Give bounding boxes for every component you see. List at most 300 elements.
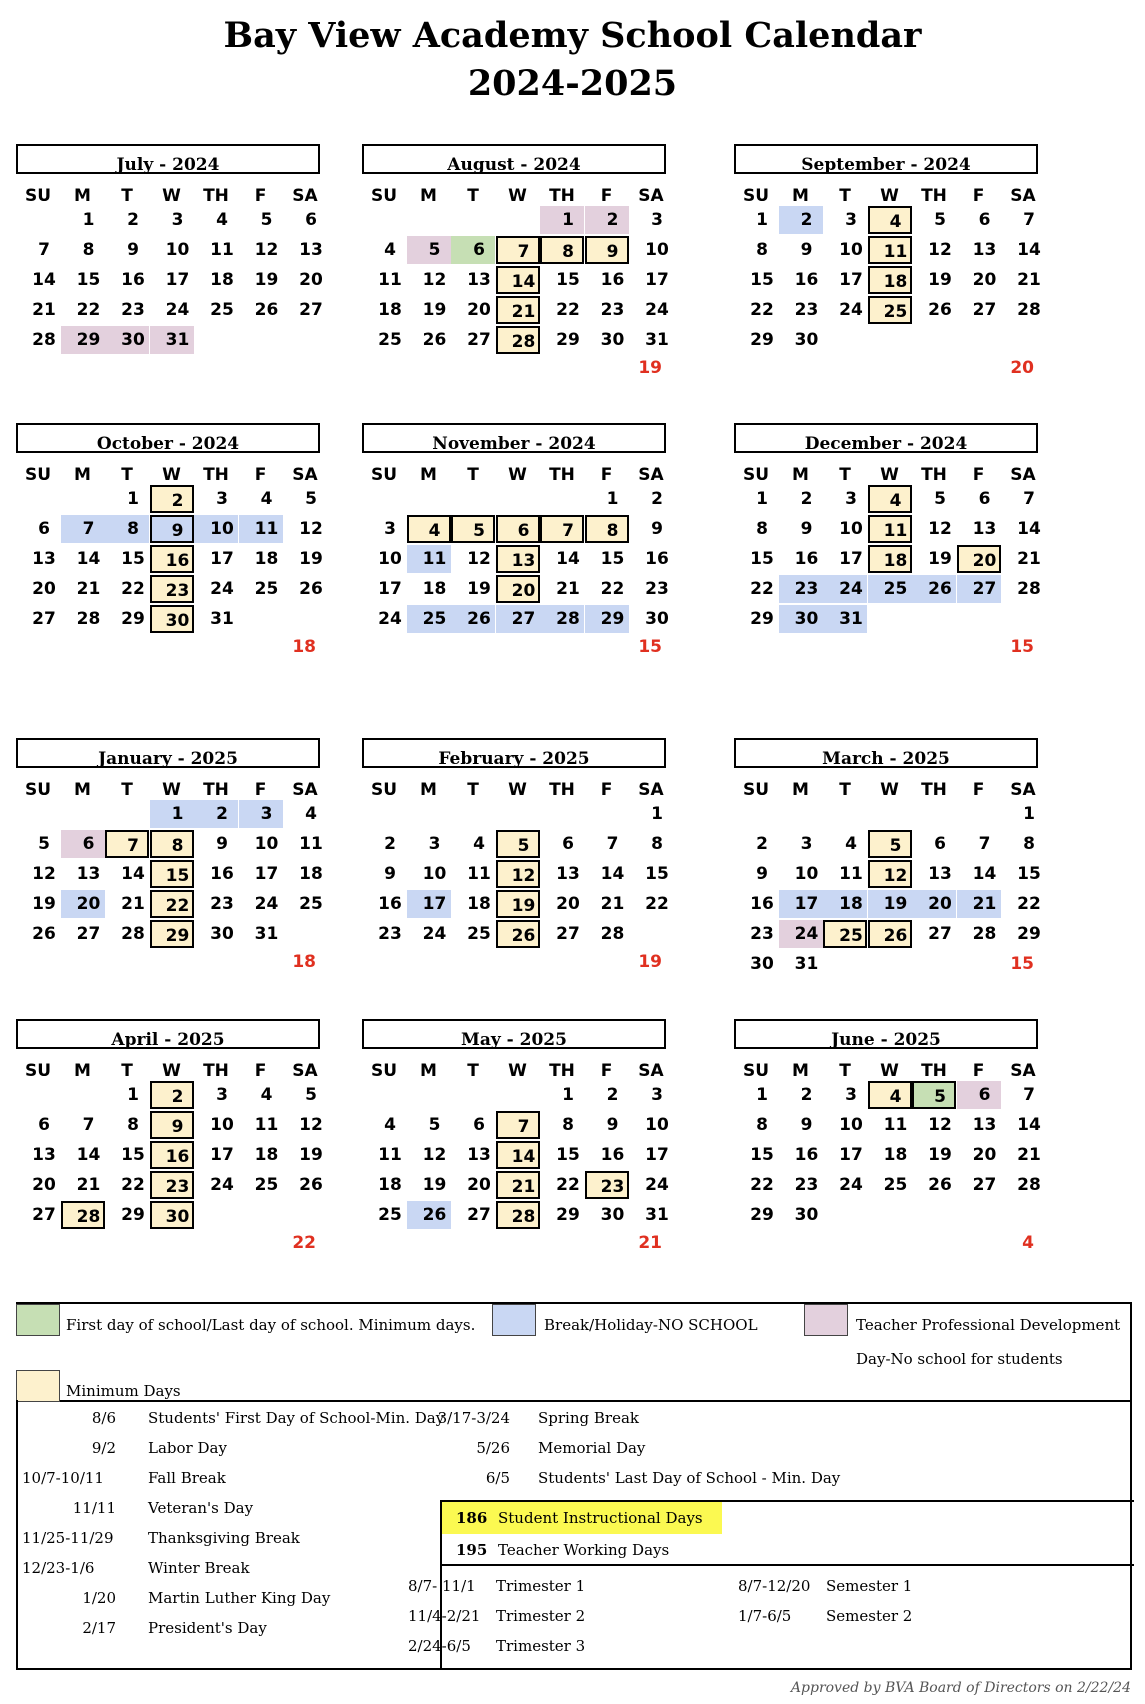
day-cell: 16 [210, 864, 234, 884]
weekday-label: SA [1010, 186, 1036, 206]
weekday-label: F [600, 780, 613, 800]
trimester-date: 11/4-2/21 [408, 1607, 481, 1625]
weekday-label: SA [638, 186, 664, 206]
day-cell: 12 [254, 240, 279, 260]
weekday-label: SU [742, 780, 770, 800]
weekday-label: T [121, 465, 133, 485]
trimester-label: Trimester 3 [496, 1637, 586, 1655]
semester-date: 8/7-12/20 [738, 1577, 811, 1595]
weekday-label: M [74, 780, 91, 800]
day-cell: 28 [972, 924, 997, 944]
instructional-label: Student Instructional Days [498, 1509, 703, 1527]
day-cell: 20 [61, 890, 105, 918]
day-cell: 23 [585, 1171, 629, 1199]
day-cell: 9 [800, 519, 813, 539]
day-cell: 24 [779, 920, 823, 948]
day-cell: 8 [82, 240, 95, 260]
day-cell: 12 [422, 1145, 447, 1165]
day-cell: 13 [496, 545, 540, 573]
legend [16, 1302, 1132, 1402]
day-cell: 13 [467, 1145, 491, 1165]
day-cell: 27 [32, 1205, 56, 1225]
day-cell: 13 [467, 270, 491, 290]
weekday-label: F [972, 780, 985, 800]
event-date: 5/26 [476, 1439, 510, 1457]
day-cell: 13 [972, 240, 997, 260]
day-cell: 27 [467, 330, 491, 350]
day-cell: 17 [210, 549, 234, 569]
day-cell: 14 [76, 1145, 101, 1165]
day-cell: 4 [216, 210, 228, 230]
weekday-label: TH [203, 1061, 229, 1081]
day-cell: 24 [378, 609, 402, 629]
day-cell: 11 [210, 240, 234, 260]
day-cell: 19 [868, 890, 912, 918]
legend-first-last: First day of school/Last day of school. Minimum days. [66, 1316, 476, 1334]
weekday-label: SU [742, 1061, 770, 1081]
day-cell: 25 [210, 300, 234, 320]
day-cell: 8 [651, 834, 663, 854]
day-cell: 2 [384, 834, 396, 854]
day-cell: 26 [422, 330, 447, 350]
day-cell: 9 [384, 864, 396, 884]
day-cell: 29 [750, 330, 774, 350]
day-cell: 8 [540, 236, 584, 264]
day-cell: 26 [928, 300, 952, 320]
day-cell: 8 [1023, 834, 1035, 854]
day-cell: 9 [150, 1111, 194, 1139]
day-cell: 17 [839, 549, 863, 569]
month-header: November - 2024 [362, 423, 666, 453]
month-header: July - 2024 [16, 144, 320, 174]
day-cell: 31 [823, 605, 867, 633]
day-cell: 22 [121, 579, 145, 599]
day-cell: 1 [1023, 804, 1035, 824]
day-cell: 12 [467, 549, 491, 569]
weekday-label: M [74, 186, 91, 206]
day-cell: 18 [299, 864, 323, 884]
day-cell: 16 [150, 1141, 194, 1169]
day-cell: 3 [800, 834, 813, 854]
day-cell: 1 [82, 210, 95, 230]
day-cell: 6 [978, 210, 991, 230]
weekday-label: W [880, 465, 899, 485]
approval-note: Approved by BVA Board of Directors on 2/22/24 [790, 1680, 1131, 1696]
day-cell: 7 [1023, 210, 1035, 230]
day-cell: 31 [794, 954, 819, 974]
weekday-label: M [420, 186, 437, 206]
day-cell: 6 [61, 830, 105, 858]
day-cell: 11 [839, 864, 863, 884]
day-cell: 25 [467, 924, 491, 944]
day-cell: 27 [972, 300, 997, 320]
day-cell: 12 [868, 860, 912, 888]
day-cell: 31 [150, 326, 194, 354]
day-cell: 28 [1017, 300, 1041, 320]
day-cell: 6 [451, 236, 495, 264]
day-cell: 24 [839, 1175, 863, 1195]
trimester-label: Trimester 1 [496, 1577, 586, 1595]
day-cell: 12 [928, 1115, 952, 1135]
day-cell: 23 [210, 894, 234, 914]
day-cell: 14 [600, 864, 625, 884]
day-cell: 16 [150, 545, 194, 573]
day-cell: 11 [868, 515, 912, 543]
day-cell: 19 [467, 579, 491, 599]
day-cell: 29 [750, 1205, 774, 1225]
month-header: August - 2024 [362, 144, 666, 174]
day-cell: 21 [76, 579, 101, 599]
day-cell: 12 [422, 270, 447, 290]
day-cell: 17 [378, 579, 402, 599]
weekday-label: T [467, 465, 479, 485]
weekday-label: SA [292, 1061, 318, 1081]
month-7 [360, 738, 718, 988]
day-cell: 24 [823, 575, 867, 603]
day-cell: 11 [378, 270, 402, 290]
key-dates [16, 1400, 1132, 1670]
day-cell: 4 [305, 804, 317, 824]
month-1 [360, 144, 718, 394]
month-header: February - 2025 [362, 738, 666, 768]
day-cell: 18 [868, 545, 912, 573]
day-cell: 12 [928, 519, 952, 539]
day-cell: 10 [839, 519, 863, 539]
day-cell: 27 [928, 924, 952, 944]
weekday-label: SA [638, 1061, 664, 1081]
weekday-label: SU [370, 465, 398, 485]
day-cell: 7 [82, 1115, 95, 1135]
event-label: Students' First Day of School-Min. Day [148, 1409, 445, 1427]
weekday-label: TH [203, 465, 229, 485]
weekday-label: TH [549, 780, 575, 800]
day-cell: 29 [556, 1205, 580, 1225]
legend-swatch-minimum [16, 1370, 60, 1402]
day-cell: 18 [210, 270, 234, 290]
day-cell: 27 [76, 924, 101, 944]
day-cell: 12 [496, 860, 540, 888]
day-cell: 29 [61, 326, 105, 354]
day-cell: 11 [407, 545, 451, 573]
day-cell: 9 [756, 864, 768, 884]
day-cell: 5 [260, 210, 273, 230]
day-cell: 23 [645, 579, 669, 599]
day-cell: 3 [216, 489, 228, 509]
day-cell: 21 [1017, 549, 1041, 569]
trimester-date: 2/24-6/5 [408, 1637, 471, 1655]
day-cell: 2 [800, 489, 813, 509]
day-cell: 29 [556, 330, 580, 350]
day-cell: 16 [600, 270, 625, 290]
day-cell: 22 [750, 579, 774, 599]
day-cell: 27 [32, 609, 56, 629]
day-cell: 25 [823, 920, 867, 948]
day-cell: 5 [934, 210, 946, 230]
day-cell: 12 [32, 864, 56, 884]
day-cell: 30 [600, 330, 625, 350]
semester-label: Semester 1 [826, 1577, 913, 1595]
day-cell: 11 [299, 834, 323, 854]
day-cell: 27 [957, 575, 1001, 603]
day-cell: 10 [839, 1115, 863, 1135]
month-10 [360, 1019, 718, 1269]
day-cell: 10 [210, 1115, 234, 1135]
day-cell: 18 [378, 300, 402, 320]
day-cell: 23 [779, 575, 823, 603]
day-cell: 18 [868, 266, 912, 294]
day-cell: 1 [127, 1085, 139, 1105]
day-cell: 6 [305, 210, 317, 230]
weekday-label: W [508, 186, 527, 206]
day-cell: 4 [845, 834, 857, 854]
day-cell: 5 [934, 489, 946, 509]
day-cell: 18 [823, 890, 867, 918]
month-11 [732, 1019, 1090, 1269]
weekday-label: SU [742, 186, 770, 206]
day-cell: 31 [645, 330, 669, 350]
event-date: 1/20 [82, 1589, 116, 1607]
day-cell: 9 [651, 519, 663, 539]
day-cell: 4 [260, 1085, 273, 1105]
month-day-total: 19 [638, 952, 662, 972]
day-cell: 25 [378, 1205, 402, 1225]
day-cell: 22 [1017, 894, 1041, 914]
event-label: Labor Day [148, 1439, 227, 1457]
weekday-label: T [467, 1061, 479, 1081]
weekday-label: M [792, 465, 809, 485]
month-5 [732, 423, 1090, 673]
weekday-label: T [839, 465, 851, 485]
day-cell: 30 [645, 609, 669, 629]
day-cell: 16 [600, 1145, 625, 1165]
event-label: Martin Luther King Day [148, 1589, 331, 1607]
day-cell: 9 [585, 236, 629, 264]
month-4 [360, 423, 718, 673]
day-cell: 26 [928, 1175, 952, 1195]
day-cell: 5 [305, 489, 317, 509]
legend-pd-line1: Teacher Professional Development [856, 1316, 1121, 1334]
day-cell: 21 [32, 300, 56, 320]
day-cell: 11 [467, 864, 491, 884]
day-cell: 20 [467, 1175, 491, 1195]
day-cell: 9 [800, 1115, 813, 1135]
legend-swatch-pd [804, 1304, 848, 1336]
day-cell: 23 [150, 575, 194, 603]
day-cell: 26 [299, 1175, 323, 1195]
day-cell: 19 [422, 300, 447, 320]
day-cell: 30 [150, 1201, 194, 1229]
days-summary [440, 1500, 1134, 1566]
month-day-total: 18 [292, 637, 316, 657]
weekday-label: TH [921, 186, 947, 206]
day-cell: 30 [150, 605, 194, 633]
day-cell: 2 [606, 1085, 619, 1105]
month-day-total: 15 [1010, 637, 1034, 657]
day-cell: 9 [127, 240, 139, 260]
day-cell: 19 [496, 890, 540, 918]
day-cell: 29 [121, 609, 145, 629]
day-cell: 27 [556, 924, 580, 944]
day-cell: 23 [600, 300, 625, 320]
weekday-label: SA [1010, 465, 1036, 485]
day-cell: 5 [407, 236, 451, 264]
day-cell: 10 [794, 864, 819, 884]
day-cell: 20 [912, 890, 956, 918]
day-cell: 14 [496, 1141, 540, 1169]
day-cell: 30 [779, 605, 823, 633]
weekday-label: F [254, 186, 267, 206]
day-cell: 15 [1017, 864, 1041, 884]
day-cell: 21 [121, 894, 145, 914]
month-day-total: 21 [638, 1233, 662, 1253]
day-cell: 19 [299, 1145, 323, 1165]
day-cell: 22 [600, 579, 625, 599]
day-cell: 20 [972, 1145, 997, 1165]
weekday-label: SA [292, 186, 318, 206]
month-0 [14, 144, 372, 394]
weekday-label: TH [921, 465, 947, 485]
day-cell: 21 [496, 1171, 540, 1199]
day-cell: 21 [957, 890, 1001, 918]
weekday-label: W [162, 465, 181, 485]
weekday-label: F [600, 1061, 613, 1081]
working-count: 195 [456, 1541, 488, 1559]
day-cell: 30 [210, 924, 234, 944]
event-label: Spring Break [538, 1409, 639, 1427]
weekday-label: TH [549, 465, 575, 485]
day-cell: 21 [1017, 270, 1041, 290]
day-cell: 14 [121, 864, 145, 884]
weekday-label: SU [370, 1061, 398, 1081]
month-header: June - 2025 [734, 1019, 1038, 1049]
day-cell: 6 [473, 1115, 485, 1135]
month-header: March - 2025 [734, 738, 1038, 768]
weekday-label: W [508, 465, 527, 485]
day-cell: 17 [407, 890, 451, 918]
event-date: 6/5 [485, 1469, 510, 1487]
weekday-label: M [420, 465, 437, 485]
day-cell: 2 [127, 210, 139, 230]
day-cell: 4 [868, 206, 912, 234]
day-cell: 3 [216, 1085, 228, 1105]
weekday-label: M [420, 1061, 437, 1081]
day-cell: 26 [496, 920, 540, 948]
event-date: 2/17 [82, 1619, 116, 1637]
day-cell: 11 [254, 1115, 279, 1135]
event-label: Memorial Day [538, 1439, 646, 1457]
day-cell: 11 [378, 1145, 402, 1165]
day-cell: 15 [150, 860, 194, 888]
weekday-label: W [508, 780, 527, 800]
day-cell: 21 [556, 579, 580, 599]
day-cell: 23 [794, 1175, 819, 1195]
month-2 [732, 144, 1090, 394]
weekday-label: TH [203, 186, 229, 206]
day-cell: 21 [76, 1175, 101, 1195]
event-date: 9/2 [91, 1439, 116, 1457]
day-cell: 19 [32, 894, 56, 914]
day-cell: 31 [210, 609, 234, 629]
weekday-label: SU [742, 465, 770, 485]
day-cell: 22 [556, 300, 580, 320]
day-cell: 3 [845, 489, 857, 509]
day-cell: 15 [556, 270, 580, 290]
day-cell: 17 [645, 270, 669, 290]
day-cell: 20 [556, 894, 580, 914]
weekday-label: M [792, 1061, 809, 1081]
day-cell: 10 [254, 834, 279, 854]
month-header: October - 2024 [16, 423, 320, 453]
day-cell: 25 [883, 1175, 908, 1195]
month-8 [732, 738, 1090, 988]
weekday-label: SU [24, 186, 52, 206]
weekday-label: T [121, 1061, 133, 1081]
day-cell: 28 [1017, 579, 1041, 599]
day-cell: 14 [972, 864, 997, 884]
event-label: Veteran's Day [148, 1499, 254, 1517]
day-cell: 15 [556, 1145, 580, 1165]
day-cell: 1 [540, 206, 584, 234]
event-label: Fall Break [148, 1469, 226, 1487]
day-cell: 8 [562, 1115, 574, 1135]
day-cell: 27 [467, 1205, 491, 1225]
day-cell: 6 [38, 1115, 50, 1135]
day-cell: 17 [210, 1145, 234, 1165]
weekday-label: F [972, 465, 985, 485]
day-cell: 9 [606, 1115, 619, 1135]
day-cell: 21 [600, 894, 625, 914]
weekday-label: SA [1010, 780, 1036, 800]
day-cell: 20 [496, 575, 540, 603]
day-cell: 15 [750, 549, 774, 569]
event-date: 8/6 [91, 1409, 116, 1427]
page-subtitle: 2024-2025 [467, 63, 678, 104]
day-cell: 4 [384, 1115, 396, 1135]
day-cell: 7 [1023, 1085, 1035, 1105]
day-cell: 25 [868, 575, 912, 603]
day-cell: 28 [61, 1201, 105, 1229]
day-cell: 28 [496, 326, 540, 354]
weekday-label: M [792, 186, 809, 206]
day-cell: 1 [606, 489, 619, 509]
month-header: May - 2025 [362, 1019, 666, 1049]
day-cell: 22 [750, 300, 774, 320]
day-cell: 13 [928, 864, 952, 884]
trimester-label: Trimester 2 [496, 1607, 586, 1625]
month-3 [14, 423, 372, 673]
day-cell: 13 [76, 864, 101, 884]
day-cell: 10 [645, 240, 669, 260]
day-cell: 7 [105, 830, 149, 858]
day-cell: 13 [972, 1115, 997, 1135]
day-cell: 20 [972, 270, 997, 290]
day-cell: 6 [562, 834, 574, 854]
day-cell: 15 [76, 270, 101, 290]
weekday-label: T [839, 1061, 851, 1081]
month-6 [14, 738, 372, 988]
day-cell: 6 [934, 834, 946, 854]
day-cell: 3 [845, 210, 857, 230]
day-cell: 22 [556, 1175, 580, 1195]
day-cell: 13 [972, 519, 997, 539]
weekday-label: T [467, 780, 479, 800]
day-cell: 3 [428, 834, 441, 854]
day-cell: 4 [407, 515, 451, 543]
day-cell: 9 [216, 834, 228, 854]
day-cell: 16 [750, 894, 774, 914]
month-header: December - 2024 [734, 423, 1038, 453]
day-cell: 15 [750, 270, 774, 290]
